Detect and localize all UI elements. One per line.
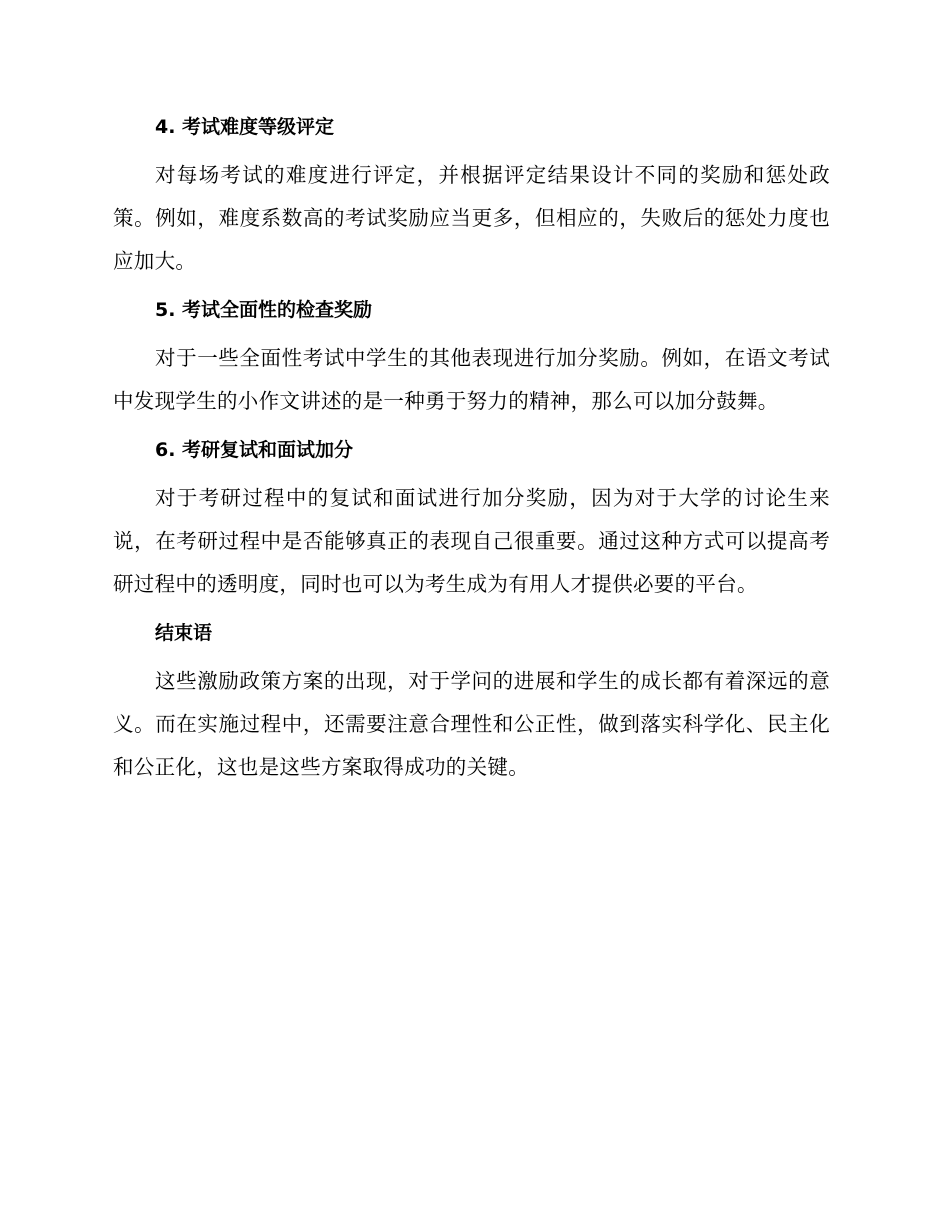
section-paragraph-4: 对每场考试的难度进行评定，并根据评定结果设计不同的奖励和惩处政策。例如，难度系数高的考试奖励应当更多，但相应的，失败后的惩处力度也应加大。	[113, 163, 830, 273]
section-heading-4: 4. 考试难度等级评定	[155, 116, 335, 138]
section-heading-5: 5. 考试全面性的检查奖励	[155, 299, 373, 321]
section-paragraph-6: 对于考研过程中的复试和面试进行加分奖励，因为对于大学的讨论生来说，在考研过程中是否能够真正的表现自己很重要。通过这种方式可以提高考研过程中的透明度，同时也可以为考生成为有用人才提供必要的平台。	[113, 486, 830, 596]
conclusion-paragraph: 这些激励政策方案的出现，对于学问的进展和学生的成长都有着深远的意义。而在实施过程中，还需要注意合理性和公正性，做到落实科学化、民主化和公正化，这也是这些方案取得成功的关键。	[113, 669, 830, 779]
section-heading-6: 6. 考研复试和面试加分	[155, 439, 354, 461]
section-paragraph-5: 对于一些全面性考试中学生的其他表现进行加分奖励。例如，在语文考试中发现学生的小作文讲述的是一种勇于努力的精神，那么可以加分鼓舞。	[113, 346, 830, 413]
document-body	[113, 109, 830, 798]
conclusion-heading: 结束语	[155, 622, 213, 644]
